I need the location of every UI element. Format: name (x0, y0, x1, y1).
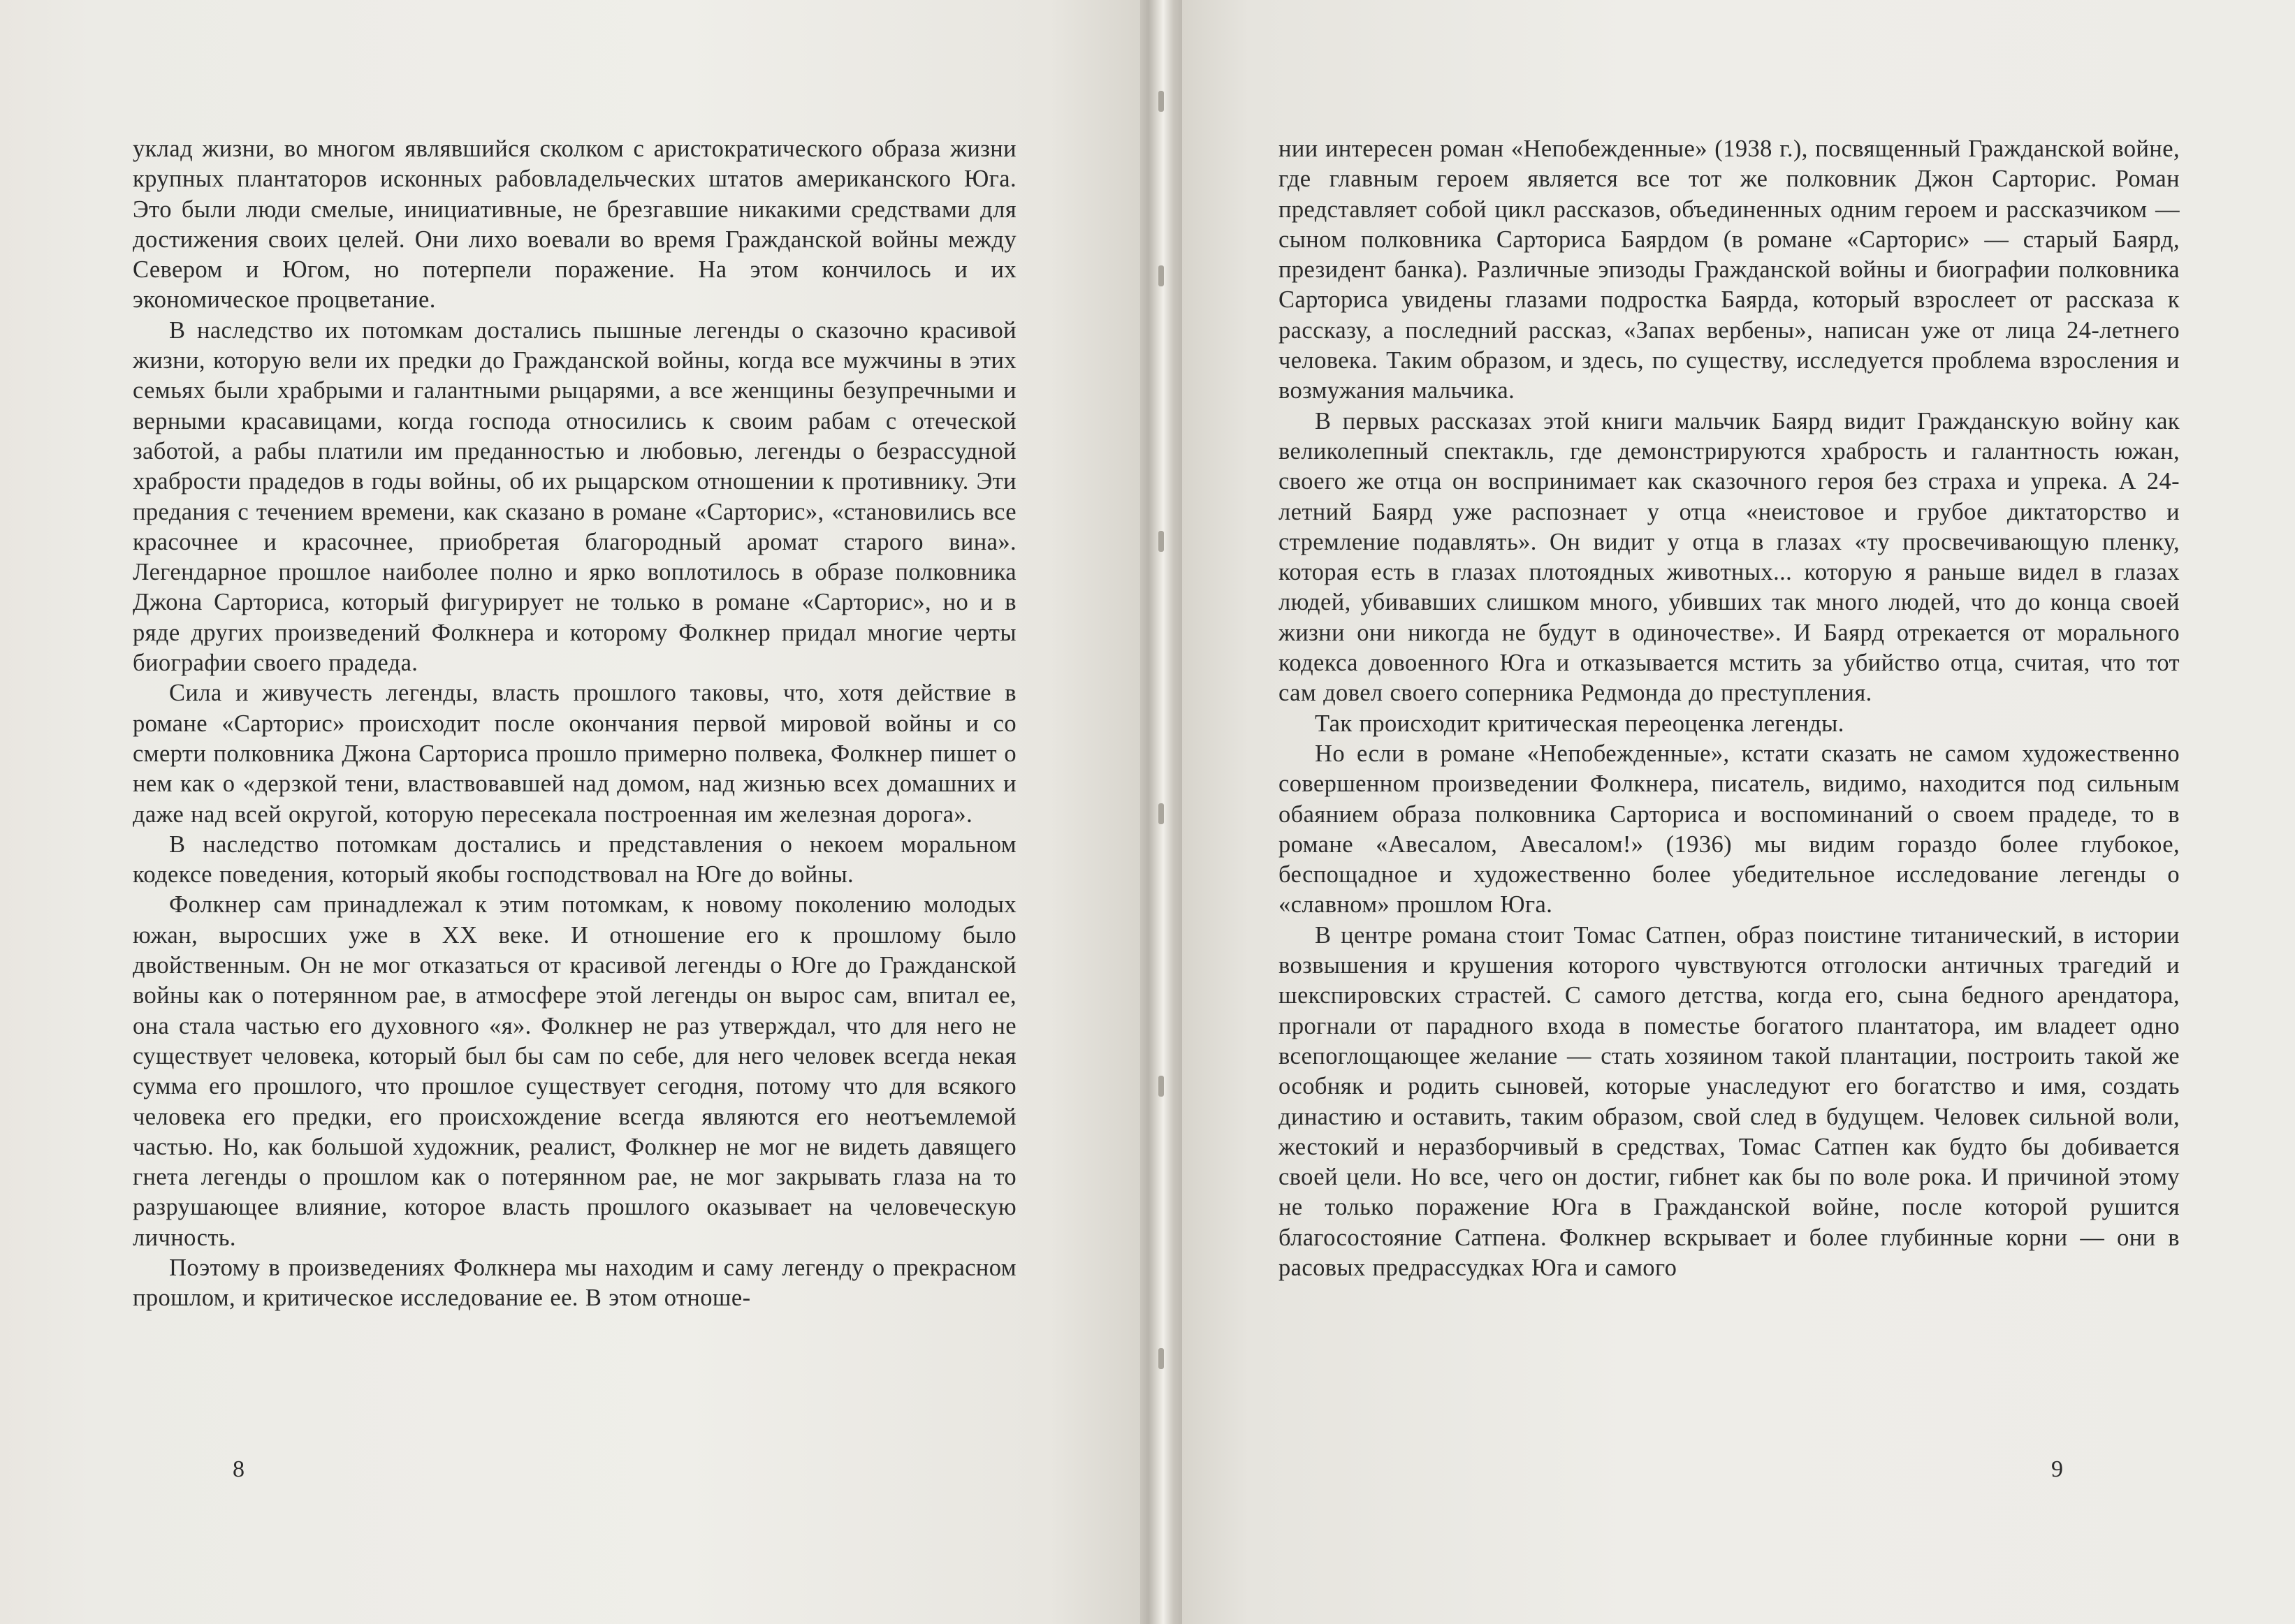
left-paragraph-3: Сила и живучесть легенды, власть прошлого таковы, что, хотя действие в романе «Сарторис» происходит после окончания первой мировой войны и со смерти полковника Джона Сарториса прошло примерно полвека, Фолкнер пишет о нем как о «дерзкой тени, властвовавшей над домом, над жизнью всех домашних и даже над всей округой, которую пересекала построенная им железная дорога». (133, 680, 1017, 828)
left-page-number: 8 (233, 1456, 245, 1482)
right-paragraph-3: Так происходит критическая переоценка легенды. (1315, 710, 1844, 737)
right-paragraph-5: В центре романа стоит Томас Сатпен, образ поистине титанический, в истории возвышения и крушения которого чувствуются отголоски античных трагедий и шекспировских страстей. С самого детства, когда его, сына бедного арендатора, прогнали от парадного входа в поместье богатого плантатора, им владеет одно всепоглощающее желание — стать хозяином такой плантации, построить такой же особняк и родить сыновей, которые унаследуют его богатство и имя, создать династию и оставить, таким образом, свой след в будущем. Человек сильной воли, жестокий и неразборчивый в средствах, Томас Сатпен как будто бы добивается своей цели. Но все, чего он достиг, гибнет как бы по воле рока. И причиной этому не только поражение Юга в Гражданской войне, после которой рушится благосостояние Сатпена. Фолкнер вскрывает и более глубинные корни — они в расовых предрассудках Юга и самого (1278, 921, 2180, 1281)
right-page (1182, 0, 2295, 1624)
binding-stitch (1158, 1076, 1164, 1097)
right-page-text (1278, 134, 2180, 1283)
binding-stitch (1158, 1348, 1164, 1369)
left-paragraph-6: Поэтому в произведениях Фолкнера мы находим и саму легенду о прекрасном прошлом, и критическое исследование ее. В этом отноше- (133, 1254, 1017, 1312)
right-paragraph-1: нии интересен роман «Непобежденные» (1938 г.), посвященный Гражданской войне, где главным героем является все тот же полковник Джон Сарторис. Роман представляет собой цикл рассказов, объединенных одним героем и рассказчиком — сыном полковника Сарториса Баярдом (в романе «Сарторис» — старый Баярд, президент банка). Различные эпизоды Гражданской войны и биографии полковника Сарториса увидены глазами подростка Баярда, который взрослеет от рассказа к рассказу, а последний рассказ, «Запах вербены», написан уже от лица 24-летнего человека. Таким образом, и здесь, по существу, исследуется проблема взросления и возмужания мальчика. (1278, 136, 2180, 404)
right-paragraph-2: В первых рассказах этой книги мальчик Баярд видит Гражданскую войну как великолепный спектакль, где демонстрируются храбрость и галантность южан, своего же отца он воспринимает как сказочного героя без страха и упрека. А 24-летний Баярд уже распознает у отца «неистовое и грубое диктаторство и стремление подавлять». Он видит у отца в глазах «ту просвечивающую пленку, которая есть в глазах плотоядных животных... которую я раньше видел в глазах людей, убивавших слишком много, убивших так много людей, что до конца своей жизни они никогда не будут в одиночестве». И Баярд отрекается от морального кодекса довоенного Юга и отказывается мстить за убийство отца, считая, что тот сам довел своего соперника Редмонда до преступления. (1278, 407, 2180, 707)
left-page-text (133, 134, 1017, 1314)
binding-stitch (1158, 803, 1164, 824)
left-paragraph-2: В наследство их потомкам достались пышные легенды о сказочно красивой жизни, которую вели их предки до Гражданской войны, когда все мужчины в этих семьях были храбрыми и галантными рыцарями, а все женщины безупречными и верными красавицами, когда господа относились к своим рабам с отеческой заботой, а рабы платили им преданностью и любовью, легенды о безрассудной храбрости прадедов в годы войны, об их рыцарском отношении к противнику. Эти предания с течением времени, как сказано в романе «Сарторис», «становились все красочнее и красочнее, приобретая благородный аромат старого вина». Легендарное прошлое наиболее полно и ярко воплотилось в образе полковника Джона Сарториса, который фигурирует не только в романе «Сарторис», но и в ряде других произведений Фолкнера и которому Фолкнер придал многие черты биографии своего прадеда. (133, 316, 1017, 677)
right-page-number: 9 (2051, 1456, 2063, 1482)
right-paragraph-4: Но если в романе «Непобежденные», кстати сказать не самом художественно совершенном произведении Фолкнера, писатель, видимо, находится под сильным обаянием образа полковника Сарториса и воспоминаний о своем прадеде, то в романе «Авесалом, Авесалом!» (1936) мы видим гораздо более глубокое, беспощадное и художественно более убедительное исследование легенды о «славном» прошлом Юга. (1278, 740, 2180, 919)
left-paragraph-4: В наследство потомкам достались и представления о некоем моральном кодексе поведения, который якобы господствовал на Юге до войны. (133, 831, 1017, 888)
left-page (0, 0, 1140, 1624)
binding-stitch (1158, 91, 1164, 112)
binding-stitch (1158, 265, 1164, 286)
book-spine-gutter (1140, 0, 1182, 1624)
left-paragraph-5: Фолкнер сам принадлежал к этим потомкам, к новому поколению молодых южан, выросших уже в XX веке. И отношение его к прошлому было двойственным. Он не мог отказаться от красивой легенды о Юге до Гражданской войны как о потерянном рае, в атмосфере этой легенды он вырос сам, впитал ее, она стала частью его духовного «я». Фолкнер не раз утверждал, что для него не существует человека, который был бы сам по себе, для него человек всегда некая сумма его прошлого, что прошлое существует сегодня, потому что для всякого человека его предки, его происхождение всегда являются его неотъемлемой частью. Но, как большой художник, реалист, Фолкнер не мог не видеть давящего гнета легенды о прошлом как о потерянном рае, не мог закрывать глаза на то разрушающее влияние, которое власть прошлого оказывает на человеческую личность. (133, 891, 1017, 1251)
left-paragraph-1: уклад жизни, во многом являвшийся сколком с аристократического образа жизни крупных плантаторов исконных рабовладельческих штатов американского Юга. Это были люди смелые, инициативные, не брезгавшие никакими средствами для достижения своих целей. Они лихо воевали во время Гражданской войны между Севером и Югом, но потерпели поражение. На этом кончилось и их экономическое процветание. (133, 136, 1017, 314)
binding-stitch (1158, 531, 1164, 552)
